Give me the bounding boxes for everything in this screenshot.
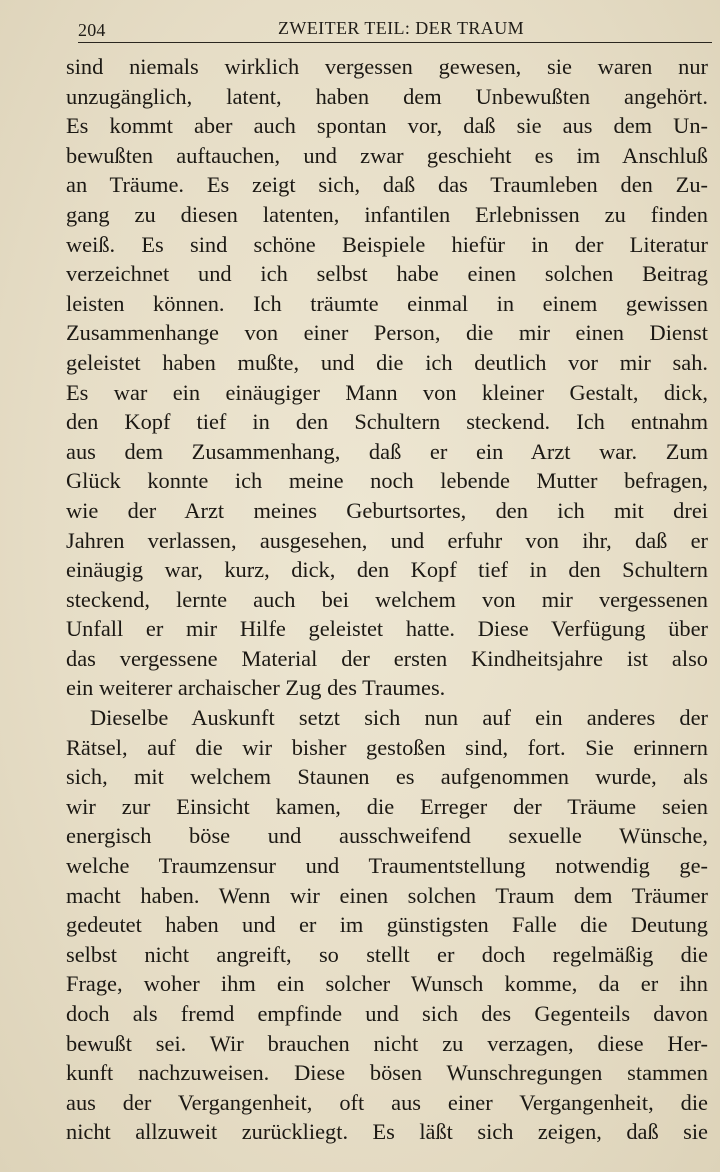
text-line: steckend, lernte auch bei welchem von mir vergessenen bbox=[66, 586, 708, 612]
text-line: wie der Arzt meines Geburtsortes, den ich mit drei bbox=[66, 497, 708, 523]
text-line: Es kommt aber auch spontan vor, daß sie aus dem Un- bbox=[66, 113, 708, 139]
text-line: den Kopf tief in den Schultern steckend. Ich entnahm bbox=[66, 409, 708, 435]
text-line: sind niemals wirklich vergessen gewesen, sie waren nur bbox=[66, 54, 708, 79]
text-line: kunft nachzuweisen. Diese bösen Wunschregungen stammen bbox=[66, 1060, 708, 1086]
text-line: doch als fremd empfinde und sich des Gegenteils davon bbox=[66, 1001, 708, 1026]
body-text bbox=[66, 52, 708, 1147]
text-line: weiß. Es sind schöne Beispiele hiefür in der Literatur bbox=[66, 231, 708, 257]
text-line: einäugig war, kurz, dick, den Kopf tief in den Schultern bbox=[66, 557, 708, 583]
text-line: geleistet haben mußte, und die ich deutlich vor mir sah. bbox=[66, 349, 708, 375]
text-line: wir zur Einsicht kamen, die Erreger der Träume seien bbox=[66, 793, 708, 819]
text-line: Rätsel, auf die wir bisher gestoßen sind, fort. Sie erinnern bbox=[66, 734, 708, 760]
text-line: das vergessene Material der ersten Kindheitsjahre ist also bbox=[66, 645, 708, 671]
text-line: Frage, woher ihm ein solcher Wunsch komme, da er ihn bbox=[66, 971, 708, 997]
header-rule bbox=[78, 42, 712, 43]
running-head: ZWEITER TEIL: DER TRAUM bbox=[278, 18, 525, 38]
text-line: energisch böse und ausschweifend sexuelle Wünsche, bbox=[66, 823, 708, 849]
paragraph-2 bbox=[66, 703, 708, 1147]
text-line: Es war ein einäugiger Mann von kleiner Gestalt, dick, bbox=[66, 379, 708, 405]
text-line: aus dem Zusammenhang, daß er ein Arzt war. Zum bbox=[66, 438, 708, 464]
text-line: ein weiterer archaischer Zug des Traumes. bbox=[66, 675, 446, 701]
text-line: nicht allzuweit zurückliegt. Es läßt sich zeigen, daß sie bbox=[66, 1119, 708, 1145]
text-line: bewußten auftauchen, und zwar geschieht es im Anschluß bbox=[66, 142, 708, 168]
text-line: Unfall er mir Hilfe geleistet hatte. Diese Verfügung über bbox=[66, 616, 708, 642]
text-line: an Träume. Es zeigt sich, daß das Traumleben den Zu- bbox=[66, 172, 708, 198]
text-line: sich, mit welchem Staunen es aufgenommen wurde, als bbox=[66, 764, 708, 790]
text-line: Zusammenhange von einer Person, die mir einen Dienst bbox=[66, 320, 708, 346]
text-line: gang zu diesen latenten, infantilen Erlebnissen zu finden bbox=[66, 201, 708, 227]
text-line: leisten können. Ich träumte einmal in einem gewissen bbox=[66, 290, 708, 316]
paragraph-1 bbox=[66, 52, 708, 703]
text-line: Dieselbe Auskunft setzt sich nun auf ein anderes der bbox=[90, 705, 708, 731]
text-line: macht haben. Wenn wir einen solchen Traum dem Träumer bbox=[66, 882, 708, 908]
text-line: Jahren verlassen, ausgesehen, und erfuhr von ihr, daß er bbox=[66, 527, 708, 553]
text-line: welche Traumzensur und Traumentstellung notwendig ge- bbox=[66, 853, 708, 879]
text-line: unzugänglich, latent, haben dem Unbewußten angehört. bbox=[66, 83, 708, 109]
text-line: Glück konnte ich meine noch lebende Mutter befragen, bbox=[66, 468, 708, 494]
page-number: 204 bbox=[78, 20, 106, 40]
text-line: verzeichnet und ich selbst habe einen solchen Beitrag bbox=[66, 261, 708, 287]
text-line: gedeutet haben und er im günstigsten Falle die Deutung bbox=[66, 912, 708, 938]
page-header bbox=[78, 14, 714, 42]
text-line: bewußt sei. Wir brauchen nicht zu verzagen, diese Her- bbox=[66, 1030, 708, 1056]
text-line: selbst nicht angreift, so stellt er doch regelmäßig die bbox=[66, 941, 708, 967]
text-line: aus der Vergangenheit, oft aus einer Vergangenheit, die bbox=[66, 1089, 708, 1115]
